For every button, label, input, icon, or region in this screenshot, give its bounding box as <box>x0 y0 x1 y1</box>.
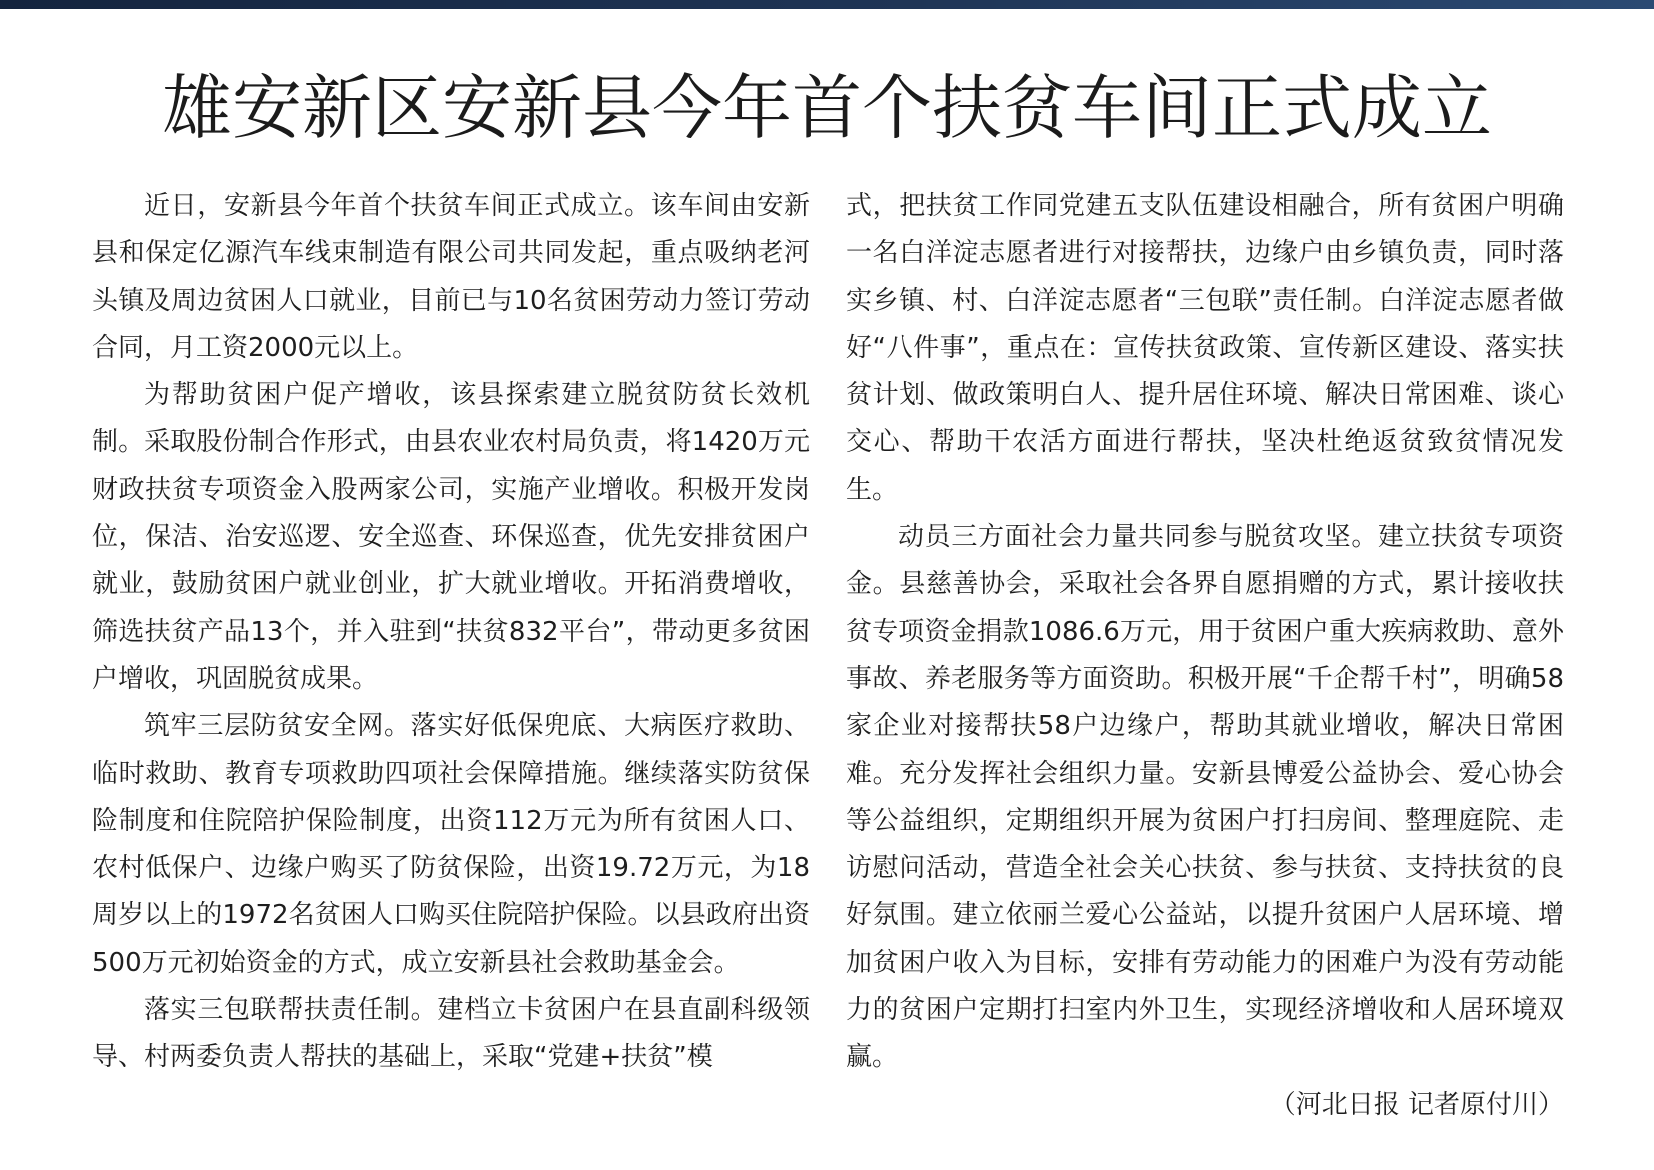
article-byline: （河北日报 记者原付川） <box>1269 1089 1564 1120</box>
article-paragraph: 筑牢三层防贫安全网。落实好低保兜底、大病医疗救助、临时救助、教育专项救助四项社会保障措施。继续落实防贫保险制度和住院陪护保险制度，出资112万元为所有贫困人口、农村低保户、边缘户购买了防贫保险，出资19.72万元，为18周岁以上的1972名贫困人口购买住院陪护保险。以县政府出资500万元初始资金的方式，成立安新县社会救助基金会。 <box>92 711 810 978</box>
article-paragraph: 落实三包联帮扶责任制。建档立卡贫困户在县直副科级领导、村两委负责人帮扶的基础上，采取“党建+扶贫”模 <box>92 995 810 1073</box>
article-column-left <box>92 183 810 1082</box>
article-title: 雄安新区安新县今年首个扶贫车间正式成立 <box>162 67 1492 149</box>
article-column-right <box>846 183 1564 1129</box>
article-paragraph: 动员三方面社会力量共同参与脱贫攻坚。建立扶贫专项资金。县慈善协会，采取社会各界自愿捐赠的方式，累计接收扶贫专项资金捐款1086.6万元，用于贫困户重大疾病救助、意外事故、养老服务等方面资助。积极开展“千企帮千村”，明确58家企业对接帮扶58户边缘户，帮助其就业增收，解决日常困难。充分发挥社会组织力量。安新县博爱公益协会、爱心协会等公益组织，定期组织开展为贫困户打扫房间、整理庭院、走访慰问活动，营造全社会关心扶贫、参与扶贫、支持扶贫的良好氛围。建立依丽兰爱心公益站，以提升贫困户人居环境、增加贫困户收入为目标，安排有劳动能力的困难户为没有劳动能力的贫困户定期打扫室内外卫生，实现经济增收和人居环境双赢。 <box>846 522 1564 1073</box>
top-decorative-bar <box>0 0 1654 9</box>
article-paragraph: 为帮助贫困户促产增收，该县探索建立脱贫防贫长效机制。采取股份制合作形式，由县农业农村局负责，将1420万元财政扶贫专项资金入股两家公司，实施产业增收。积极开发岗位，保洁、治安巡逻、安全巡查、环保巡查，优先安排贫困户就业，鼓励贫困户就业创业，扩大就业增收。开拓消费增收，筛选扶贫产品13个，并入驻到“扶贫832平台”，带动更多贫困户增收，巩固脱贫成果。 <box>92 380 810 694</box>
article-paragraph: 近日，安新县今年首个扶贫车间正式成立。该车间由安新县和保定亿源汽车线束制造有限公司共同发起，重点吸纳老河头镇及周边贫困人口就业，目前已与10名贫困劳动力签订劳动合同，月工资2000元以上。 <box>92 191 810 363</box>
article-paragraph-continued: 式，把扶贫工作同党建五支队伍建设相融合，所有贫困户明确一名白洋淀志愿者进行对接帮扶，边缘户由乡镇负责，同时落实乡镇、村、白洋淀志愿者“三包联”责任制。白洋淀志愿者做好“八件事”，重点在：宣传扶贫政策、宣传新区建设、落实扶贫计划、做政策明白人、提升居住环境、解决日常困难、谈心交心、帮助干农活方面进行帮扶，坚决杜绝返贫致贫情况发生。 <box>846 191 1564 505</box>
